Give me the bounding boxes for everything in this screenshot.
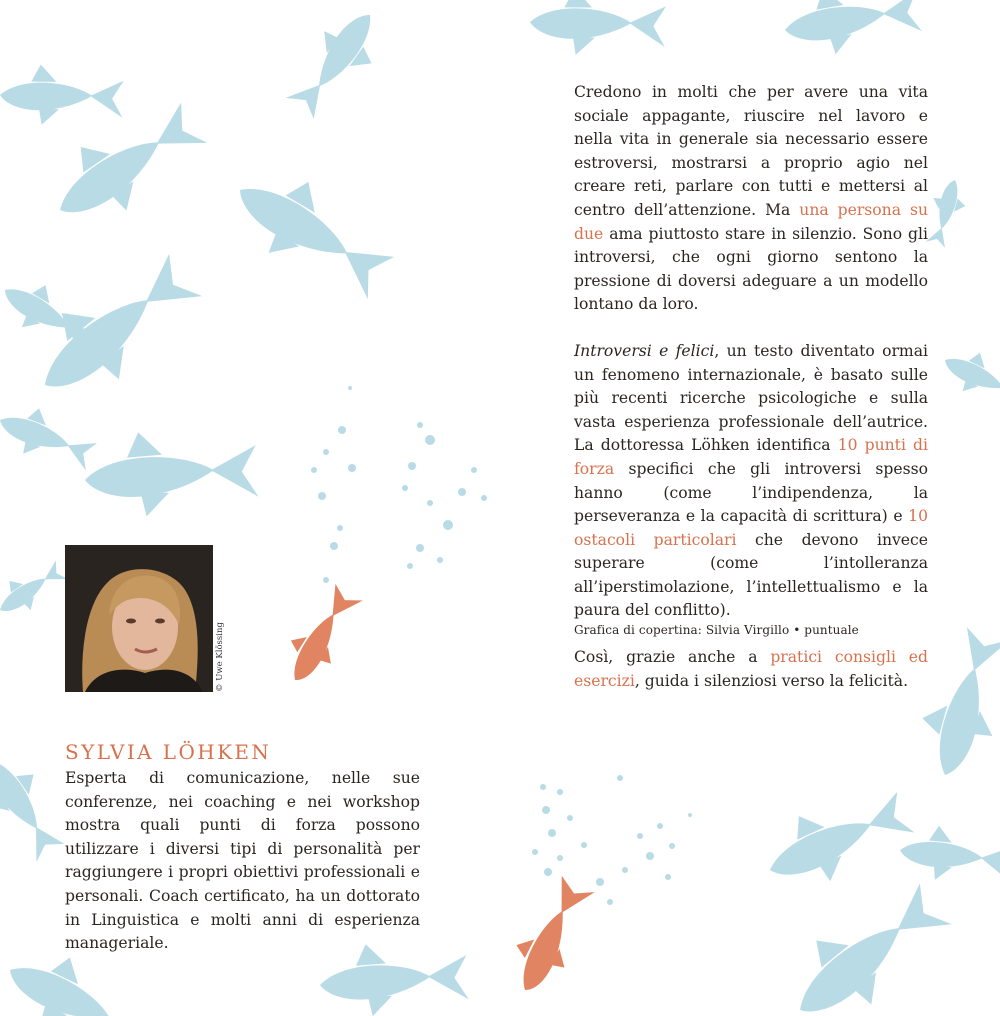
bubble xyxy=(458,488,466,496)
blurb-paragraph-2: Introversi e felici, un testo diventato ormai un fenomeno internazionale, è basato sulle più recenti ricerche psicologiche e sulla vasta esperienza professionale dell’autrice. La dottoressa Löhken identifica 10 punti di forza specifici che gli introversi spesso hanno (come l’indipendenza, la perseveranza e la capacità di scrittura) e 10 ostacoli particolari che devono invece superare (come l’intolleranza all’iperstimolazione, l’intellettualismo e la paura del conflitto). xyxy=(574,341,929,620)
blurb-paragraph-3: Così, grazie anche a pratici consigli ed esercizi, guida i silenziosi verso la felicità. xyxy=(574,648,928,690)
bubble xyxy=(532,849,538,855)
koi-fish-illustration xyxy=(274,580,371,692)
highlight-text: pratici consigli ed esercizi xyxy=(574,648,928,690)
author-bio: Esperta di comunicazione, nelle sue conferenze, nei coaching e nei workshop mostra quali punti di forza possono utilizzare i diversi tipi di personalità per raggiungere i propri obiettivi professionali e personali. Coach certificato, ha un dottorato in Linguistica e molti anni di esperienza manageriale. xyxy=(65,769,420,953)
cover-design-credit: Grafica di copertina: Silvia Virgillo • puntuale xyxy=(574,623,859,637)
highlight-text: una persona su due xyxy=(574,200,928,243)
bubble xyxy=(557,855,563,861)
bubble xyxy=(338,426,346,434)
bubble xyxy=(417,422,423,428)
fish-illustration xyxy=(38,91,217,239)
fish-illustration xyxy=(0,61,126,132)
fish-illustration xyxy=(17,241,214,415)
fish-illustration xyxy=(756,781,920,900)
fish-illustration xyxy=(220,152,404,314)
bubble xyxy=(665,874,671,880)
fish-illustration xyxy=(782,0,924,58)
bubble xyxy=(407,563,413,569)
bubble xyxy=(617,775,623,781)
bubble xyxy=(557,789,563,795)
bubble xyxy=(596,878,604,886)
back-cover-blurb xyxy=(574,81,928,716)
book-title: Introversi e felici xyxy=(574,341,715,360)
photo-credit: © Uwe Klössing xyxy=(215,622,225,692)
bubble xyxy=(544,868,552,876)
highlight-text: 10 punti di forza xyxy=(574,436,928,478)
bubble xyxy=(471,467,477,473)
bubble xyxy=(337,525,343,531)
bubble xyxy=(622,867,628,873)
bubble xyxy=(443,520,453,530)
fish-illustration xyxy=(936,339,1000,419)
bubble xyxy=(323,577,329,583)
bubble xyxy=(669,843,675,849)
bubble xyxy=(348,386,352,390)
bubble xyxy=(646,852,654,860)
bubble xyxy=(330,542,338,550)
fish-illustration xyxy=(773,871,963,1016)
bubble xyxy=(540,784,546,790)
bubble xyxy=(323,449,329,455)
fish-illustration xyxy=(528,0,670,62)
blurb-paragraph-1: Credono in molti che per avere una vita sociale appagante, riuscire nel lavoro e nella vita in generale sia necessario essere estroversi, mostrarsi a proprio agio nel creare reti, parlare con tutti e mettersi al centro dell’attenzione. Ma una persona su due ama piuttosto stare in silenzio. Sono gli introversi, che ogni giorno sentono la pressione di doversi adeguare a un modello lontano da loro. xyxy=(574,83,928,314)
bubble xyxy=(548,829,556,837)
bubble xyxy=(318,492,326,500)
highlight-text: 10 ostacoli particolari xyxy=(574,507,928,549)
bubble xyxy=(402,485,408,491)
fish-illustration xyxy=(0,395,101,480)
author-name: SYLVIA LÖHKEN xyxy=(65,740,272,764)
bubble xyxy=(657,823,663,829)
bubble xyxy=(637,833,643,839)
fish-illustration xyxy=(85,432,259,516)
koi-fish-illustration xyxy=(499,871,605,1001)
bubble xyxy=(481,495,487,501)
bubble xyxy=(425,435,435,445)
bubble xyxy=(348,464,356,472)
bubble xyxy=(607,899,613,905)
bubble xyxy=(408,462,416,470)
bubble xyxy=(688,813,692,817)
bubble xyxy=(427,500,433,506)
fish-illustration xyxy=(275,0,394,126)
bubble xyxy=(542,806,550,814)
bubble xyxy=(567,815,573,821)
bubble xyxy=(416,544,424,552)
bubble xyxy=(437,557,443,563)
bubble xyxy=(311,467,317,473)
fish-illustration xyxy=(0,745,72,869)
author-photo xyxy=(65,545,213,692)
bubble xyxy=(581,842,587,848)
fish-illustration xyxy=(0,555,72,623)
